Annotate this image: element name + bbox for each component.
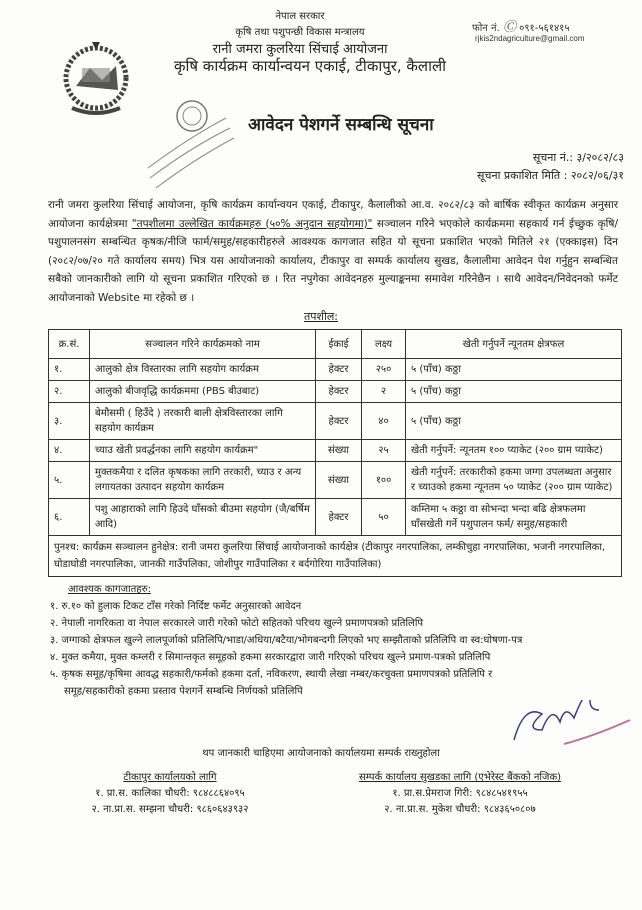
serial-cell: २. [49,381,90,403]
header-cell: लक्ष्य [362,330,406,359]
table-row [49,499,622,536]
body-highlight: "तपशीलमा उल्लेखित कार्यक्रमहरु (५०% अनुदान सहयोगमा)" [131,217,373,230]
min-area-cell: खेती गर्नुपर्ने: न्यूनतम १०० प्याकेट (२०० ग्राम प्याकेट) [406,440,622,462]
signature-row [0,700,634,746]
document-item: ४. मुक्त कमैया, मुक्त कम्लरी र सिमान्तकृत समूहको हकमा सरकारद्वारा जारी गरिएको परिचय खुल्ने प्रमाण-पत्रको प्रतिलिपि [50,652,491,663]
contact-sukhad [310,770,610,818]
table-header [49,330,622,359]
program-name-cell: मुक्तकमैया र दलित कृषकका लागि तरकारी, च्याउ र अन्य लगायतका उत्पादन सहयोग कार्यक्रम [90,462,316,499]
target-cell: ४० [362,403,406,440]
nepal-emblem-icon [62,38,130,120]
phone-icon: Ⓒ [502,20,516,35]
serial-cell: १. [49,359,90,381]
unit-cell: हेक्टर [316,499,362,536]
document-item: ३. जग्गाको क्षेत्रफल खुल्ने लालपूर्जाको प्रतिलिपि/भाडा/अधिया/बटैया/भोगबन्दगी लिएको भए सम्झौताको प्रतिलिपि वा स्व:घोषणा-पत्र [50,635,523,646]
header-cell: ईकाई [316,330,362,359]
office-stamp [140,98,240,194]
program-name-cell: बेमौसमी ( हिउँदे ) तरकारी बाली क्षेत्रविस्तारका लागि सहयोग कार्यक्रम [90,403,316,440]
table-note-row [49,536,622,577]
header-cell: सञ्चालन गरिने कार्यक्रमको नाम [90,330,316,359]
min-area-cell: ५ (पाँच) कठ्ठा [406,381,622,403]
notice-content [0,196,642,838]
table-row [49,359,622,381]
required-documents [50,581,620,700]
header-unit: कृषि कार्यक्रम कार्यान्वयन एकाई, टीकापुर, कैलाली [173,57,447,75]
target-cell: २५० [362,359,406,381]
program-table [48,329,622,577]
contact-heading: सम्पर्क कार्यालय सुखडका लागि (एभेरेस्ट बैंकको नजिक) [358,772,562,783]
table-row [49,403,622,440]
target-cell: १०० [362,462,406,499]
header-ministry: कृषि तथा पशुपन्छी विकास मन्त्रालय [235,27,365,38]
signature [504,700,634,746]
contact-line: १. प्रा.स. कालिका चौधरी: ९८४८८६४०९५ [95,788,245,799]
phone-number: ०९१-५६१४१५ [519,23,570,34]
documents-heading: आवश्यक कागजातहरु: [68,584,151,595]
contacts [0,770,642,838]
unit-cell: संख्या [316,462,362,499]
notice-number: सूचना नं.: ३/२०८२/८३ [532,151,624,164]
contact-line: २. ना.प्रा.स. सम्झना चौधरी: ९८६०६४३९३२ [91,804,249,815]
header-cell: खेती गर्नुपर्ने न्यूनतम क्षेत्रफल [406,330,622,359]
notice-body [48,196,618,307]
serial-cell: ४. [49,440,90,462]
email: rjkis2ndagriculture@gmail.com [475,34,585,43]
target-cell: ५० [362,499,406,536]
contact-line: १. प्रा.स.प्रेमराज गिरी: ९८४८५४१९५५ [392,788,528,799]
program-name-cell: आलुको क्षेत्र विस्तारका लागि सहयोग कार्यक्रम [90,359,316,381]
serial-cell: ६. [49,499,90,536]
header-government: नेपाल सरकार [275,11,325,22]
body-text: सञ्चालन गरिने भएकोले कार्यक्रममा सहकार्य गर्न ईच्छुक कृषि/पशुपालनसंग सम्बन्धित कृषक/नीजि फार्म/समुह/सहकारीहरुले आवश्यक कागजात सहित यो सूचना प्रकाशित भएको मितिले २१ (एक्काइस) दिन (२०८२/०७/२० गते कार्यालय समय) भित्र यस आयोजनाको कार्यालय, टीकापुर वा सम्पर्क कार्यालय सुखड, कैलालीमा आवेदन पेश गर्नुहुन सम्बन्धित सबैको जानकारीको लागि यो सूचना प्रकाशित गरिएको छ । रित नपुगेका आवेदनहरु मुल्याङ्कनमा समावेश गरिनेछैन । साथै आवेदन/निवेदनको फर्मेट आयोजनाको Website मा रहेको छ । [48,217,618,304]
header-cell: क्र.सं. [49,330,90,359]
program-name-cell: च्याउ खेती प्रवर्द्धनका लागि सहयोग कार्यक्रम" [90,440,316,462]
unit-cell: हेक्टर [316,381,362,403]
unit-cell: हेक्टर [316,359,362,381]
serial-cell: ५. [49,462,90,499]
document-item: २. नेपाली नागरिकता वा नेपाल सरकारले जारी गरेको फोटो सहितको परिचय खुल्ने प्रमाणपत्रको प्रतिलिपि [50,618,424,629]
document-item: समूह/सहकारीको हकमा प्रस्ताव पेशगर्ने सम्बन्धि निर्णयको प्रतिलिपि [64,686,303,697]
table-row [49,440,622,462]
phone-label: फोन नं. [472,23,500,34]
document-item: १. रु.१० को हुलाक टिकट टाँस गरेको निर्दिष्ट फर्मेट अनुसारको आवेदन [50,601,302,612]
contact-heading: टीकापुर कार्यालयको लागि [123,772,217,783]
unit-cell: संख्या [316,440,362,462]
min-area-cell: ५ (पाँच) कठ्ठा [406,359,622,381]
target-cell: २ [362,381,406,403]
min-area-cell: कम्तिमा ५ कठ्ठा वा सोभन्दा भन्दा बढि क्षेत्रफलमा घाँसखेती गर्ने पशुपालन फर्म/ समुह/सहकारी [406,499,622,536]
notice-date: सूचना प्रकाशित मिति : २०८२/०६/३१ [477,169,624,182]
body-text: रानी जमरा कुलरिया सिंचाई आयोजना, कृषि कार्यक्रम कार्यान्वयन एकाई, टीकापुर, कैलालीको आ.व. २०८२/८३ को बार्षिक स्वीकृत कार्यक्रम अनुसार आयोजना कार्यक्षेत्रमा [48,199,618,230]
document-item: ५. कृषक समूह/कृषिमा आवद्ध सहकारी/फर्मको हकमा दर्ता, नविकरण, स्थायी लेखा नम्बर/करचुक्ता प्रमाणपत्रको प्रतिलिपि र [50,669,493,680]
table-caption: तपशील: [303,310,338,323]
more-info: थप जानकारी चाहिएमा आयोजनाको कार्यालयमा सम्पर्क राख्नुहोला [202,748,440,759]
min-area-cell: ५ (पाँच) कठ्ठा [406,403,622,440]
contact-tikapur [50,770,290,818]
unit-cell: हेक्टर [316,403,362,440]
table-row [49,381,622,403]
target-cell: २५ [362,440,406,462]
phone [472,16,570,35]
serial-cell: ३. [49,403,90,440]
table-note: पुनश्च: कार्यक्रम सञ्चालन हुनेक्षेत्र: रानी जमरा कुलरिया सिंचाई आयोजनाको कार्यक्षेत्र (टीकापुर नगरपालिका, लम्कीचुहा नगरपालिका, भजनी नगरपालिका, घोडाघोडी नगरपालिका, जानकी गाउँपलिका, जोशीपुर गाउँपालिका र बर्दगोरिया गाउँपालिका) [49,536,622,577]
contact-line: २. ना.प्रा.स. मुकेश चौधरी: ९८४३६५०८०७ [384,804,536,815]
min-area-cell: खेती गर्नुपर्ने: तरकारीको हकमा जग्गा उपलब्धता अनुसार र च्याउको हकमा न्यूनतम ५० प्याकेट (२०० ग्राम प्याकेट) [406,462,622,499]
program-name-cell: पशु आहाराको लागि हिउदे घाँसको बीउमा सहयोग (जै/बर्षिम आदि) [90,499,316,536]
header-project: रानी जमरा कुलरिया सिंचाई आयोजना [212,42,388,57]
notice-title: आवेदन पेशगर्ने सम्बन्धि सूचना [248,115,434,135]
table-row [49,462,622,499]
program-name-cell: आलुको बीजवृद्धि कार्यक्रममा (PBS बीउबाट) [90,381,316,403]
